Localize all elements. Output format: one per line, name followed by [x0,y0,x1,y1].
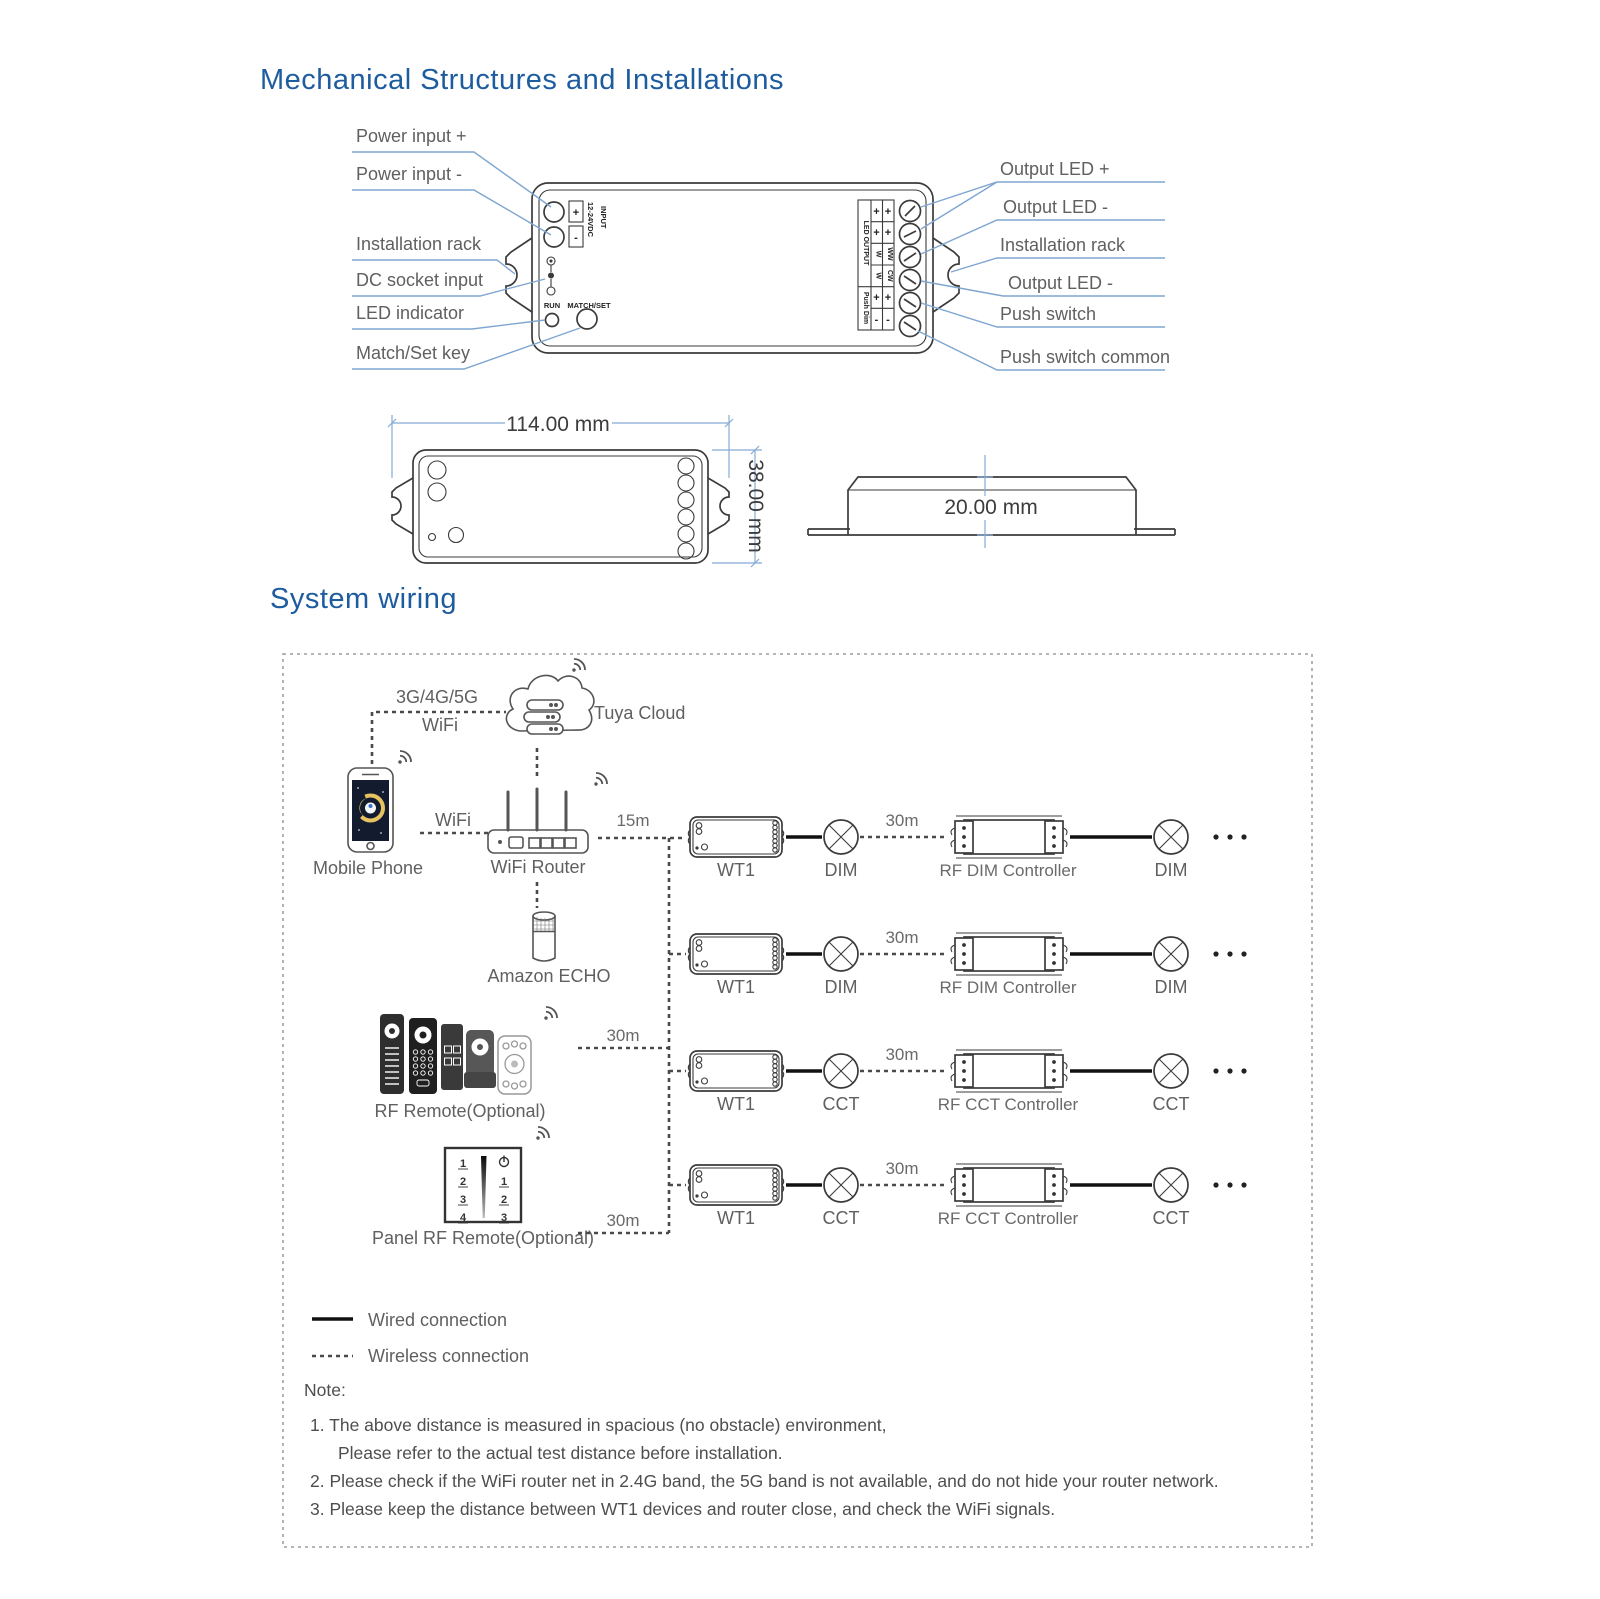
dimension-depth [944,455,1037,548]
callout-match-set-key: Match/Set key [356,343,471,363]
wifi-link-label: WiFi [435,810,471,830]
controller-label: RF DIM Controller [939,978,1077,997]
wt1-label: WT1 [717,977,755,997]
callout-installation-rack-right: Installation rack [1000,235,1126,255]
panel-key-r3: 3 [500,1212,508,1224]
receiver-row-1 [688,811,1246,880]
input-word-marking: INPUT [599,206,608,229]
distance-30m-panel: 30m [606,1211,640,1230]
controller-label: RF DIM Controller [939,861,1077,880]
panel-key-3: 3 [459,1194,467,1206]
wifi-icon [393,749,413,769]
distance-30m: 30m [885,928,919,947]
ellipsis-icon [1213,1068,1246,1073]
rf-remote-label: RF Remote(Optional) [374,1101,546,1121]
wt1-device-icon [688,817,783,857]
lamp-icon [1154,937,1188,971]
push-dim-marking: Push Dim [862,291,869,325]
lamp-label: CCT [1152,1208,1190,1228]
panel-key-2: 2 [459,1176,467,1188]
lamp-icon [1154,820,1188,854]
lamp-label: CCT [1152,1094,1190,1114]
amazon-echo-icon [487,912,610,986]
cell-r2b: + [884,227,892,239]
section-title-mechanical: Mechanical Structures and Installations [260,64,785,96]
input-voltage-marking: 12-24VDC [586,202,595,238]
cell-r3a: W [874,250,882,258]
installation-rack-left-shape [506,238,532,312]
panel-key-r2: 2 [500,1194,508,1206]
callout-dc-socket-input: DC socket input [356,270,484,290]
cloud-label: Tuya Cloud [594,703,686,723]
ellipsis-icon [1213,951,1246,956]
wifi-router-icon [488,771,609,877]
controller-label: RF CCT Controller [937,1209,1079,1228]
cell-r6b: - [886,314,890,326]
cell-r4b: CW [886,269,893,282]
callout-led-indicator: LED indicator [356,303,465,323]
panel-rf-remote-icon [372,1125,594,1248]
wifi-icon [539,1005,559,1025]
callout-push-switch-common: Push switch common [1000,347,1171,367]
distance-15m: 15m [616,811,650,830]
mobile-phone-icon [313,749,423,878]
lamp-label: CCT [822,1094,860,1114]
note-line-3: 3. Please keep the distance between WT1 devices and router close, and check the WiFi signals. [310,1499,1056,1519]
dim-width-value: 114.00 mm [506,413,610,436]
callout-power-input-plus: Power input + [356,126,467,146]
wt1-device-icon [688,934,783,974]
cell-r1a: + [873,206,880,218]
match-set-marking: MATCH/SET [567,301,611,310]
lamp-label: DIM [824,977,858,997]
router-label: WiFi Router [490,857,586,877]
wireless-bus [578,811,686,1233]
controller-device-drawing [506,183,959,353]
callout-output-led-minus-1: Output LED - [1003,197,1109,217]
installation-rack-right-shape [933,238,959,312]
phone-label: Mobile Phone [312,858,424,878]
led-output-marking: LED OUTPUT [862,220,869,266]
legend [312,1310,529,1366]
rf-controller-icon [951,933,1067,975]
lamp-icon [824,820,858,854]
rf-controller-icon [951,1050,1067,1092]
panel-key-1: 1 [459,1158,467,1170]
cell-r1b: + [884,206,892,218]
wifi-icon [531,1125,551,1145]
callout-push-switch: Push switch [1000,304,1097,324]
section-title-wiring: System wiring [270,583,457,615]
note-title: Note: [304,1380,346,1400]
input-minus-mark: - [574,232,578,244]
lamp-label: DIM [824,860,858,880]
callout-installation-rack-left: Installation rack [356,234,482,254]
distance-30m: 30m [885,811,919,830]
lamp-label: CCT [822,1208,860,1228]
panel-key-4: 4 [459,1212,467,1224]
wt1-label: WT1 [717,1208,755,1228]
legend-wired-label: Wired connection [368,1310,508,1330]
wifi-icon [589,771,609,791]
note-line-1b: Please refer to the actual test distance before installation. [338,1443,783,1463]
input-plus-mark: + [572,207,580,219]
receiver-row-4 [688,1159,1246,1228]
cell-r6a: - [874,314,879,326]
lamp-icon [824,1054,858,1088]
rf-controller-icon [951,816,1067,858]
wt1-label: WT1 [717,1094,755,1114]
cell-r3b: WW [886,247,893,261]
run-marking: RUN [543,301,561,310]
lamp-label: DIM [1154,977,1188,997]
lamp-icon [824,937,858,971]
wt1-device-icon [688,1051,783,1091]
echo-label: Amazon ECHO [487,966,611,986]
dim-depth-value: 20.00 mm [944,496,1038,519]
rf-remote-icons [374,1005,559,1121]
cell-r4a: W [874,272,882,280]
dim-height-value: 38.00 mm [744,459,767,553]
note-line-1: 1. The above distance is measured in spacious (no obstacle) environment, [310,1415,887,1435]
panel-key-r1: 1 [500,1176,508,1188]
note-line-2: 2. Please check if the WiFi router net in 2.4G band, the 5G band is not available, and do not hide your router network. [310,1471,1219,1491]
wt1-device-icon [688,1165,783,1205]
mechanical-section [260,64,1175,567]
cell-r2a: + [873,227,880,239]
lamp-icon [1154,1168,1188,1202]
cell-wifi-label: WiFi [422,715,458,735]
distance-30m: 30m [885,1159,919,1178]
wifi-icon [567,657,587,677]
notes [304,1380,1219,1519]
distance-30m-remote: 30m [606,1026,640,1045]
wt1-label: WT1 [717,860,755,880]
lamp-icon [824,1168,858,1202]
rf-controller-icon [951,1164,1067,1206]
controller-label: RF CCT Controller [937,1095,1079,1114]
callout-power-input-minus: Power input - [356,164,463,184]
callout-output-led-minus-2: Output LED - [1008,273,1114,293]
ellipsis-icon [1213,1182,1246,1187]
distance-30m: 30m [885,1045,919,1064]
panel-remote-label: Panel RF Remote(Optional) [371,1228,595,1248]
wiring-section [270,583,1312,1547]
cell-network-label: 3G/4G/5G [395,687,479,707]
ellipsis-icon [1213,834,1246,839]
receiver-row-3 [688,1045,1246,1114]
receiver-row-2 [688,928,1246,997]
dimension-side-view [808,455,1175,548]
tuya-cloud-icon [506,657,685,734]
cell-r5b: + [884,292,892,304]
cell-r5a: + [873,292,880,304]
dimension-top-view [388,413,767,567]
lamp-label: DIM [1154,860,1188,880]
lamp-icon [1154,1054,1188,1088]
legend-wireless-label: Wireless connection [368,1346,530,1366]
callout-output-led-plus: Output LED + [1000,159,1110,179]
